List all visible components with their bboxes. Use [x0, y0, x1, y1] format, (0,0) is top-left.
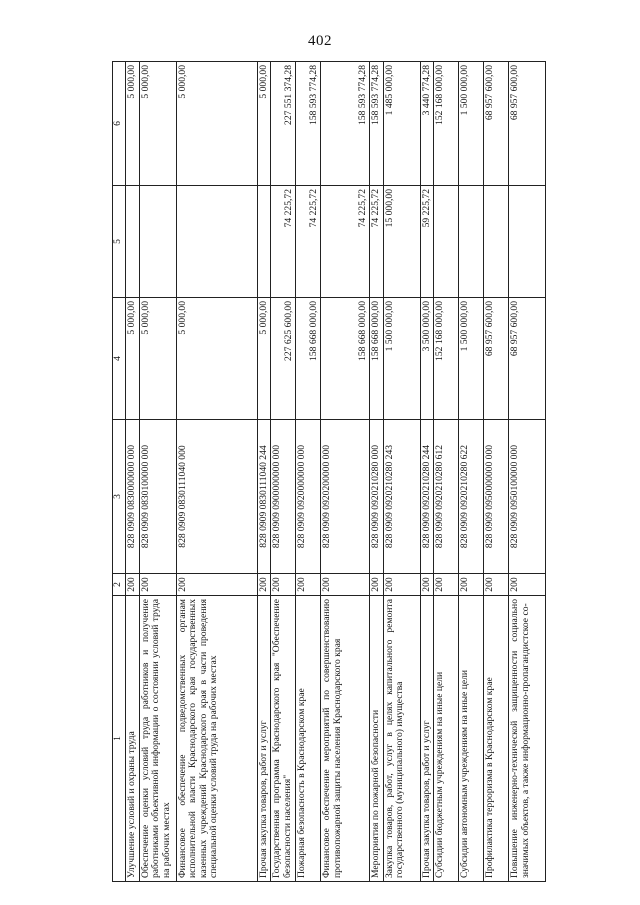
row-col6: 227 551 374,28 — [271, 62, 296, 186]
row-admin: 200 — [176, 574, 257, 596]
row-admin: 200 — [296, 574, 321, 596]
row-col4: 152 168 000,00 — [434, 298, 459, 420]
row-col6: 5 000,00 — [126, 62, 140, 186]
row-code: 828 0909 0920000000 000 — [296, 420, 321, 574]
row-code: 828 0909 0830111040 000 — [176, 420, 257, 574]
row-code: 828 0909 0830111040 244 — [257, 420, 271, 574]
row-admin: 200 — [139, 574, 176, 596]
row-col4: 5 000,00 — [176, 298, 257, 420]
row-col4: 1 500 000,00 — [383, 298, 420, 420]
row-col6: 158 593 774,28 — [321, 62, 370, 186]
row-admin: 200 — [126, 574, 140, 596]
row-col4: 227 625 600,00 — [271, 298, 296, 420]
table-row — [271, 62, 296, 882]
row-code: 828 0909 0830000000 000 — [126, 420, 140, 574]
row-admin: 200 — [383, 574, 420, 596]
row-col5 — [484, 186, 509, 298]
row-name: Пожарная безопасность в Краснодарском крае — [296, 596, 321, 882]
page-number: 402 — [308, 33, 332, 49]
table-row — [296, 62, 321, 882]
row-col5 — [509, 186, 546, 298]
row-col6: 5 000,00 — [176, 62, 257, 186]
table-row — [257, 62, 271, 882]
row-col6: 5 000,00 — [139, 62, 176, 186]
row-admin: 200 — [459, 574, 484, 596]
table-row — [509, 62, 546, 882]
header-col-2: 2 — [113, 574, 126, 596]
row-col6: 5 000,00 — [257, 62, 271, 186]
row-col6: 152 168 000,00 — [434, 62, 459, 186]
row-code: 828 0909 0950100000 000 — [509, 420, 546, 574]
row-col5 — [139, 186, 176, 298]
row-name: Профилактика терроризма в Краснодарском крае — [484, 596, 509, 882]
row-code: 828 0909 0920210280 244 — [420, 420, 434, 574]
row-col4: 158 668 000,00 — [370, 298, 384, 420]
table-row — [434, 62, 459, 882]
row-name: Субсидии автономным учреждениям на иные цели — [459, 596, 484, 882]
row-col5 — [257, 186, 271, 298]
row-admin: 200 — [321, 574, 370, 596]
row-name: Закупка товаров, работ, услуг в целях капитального ремонта государственного (муниципального) имущества — [383, 596, 420, 882]
row-col4: 5 000,00 — [257, 298, 271, 420]
table-row — [126, 62, 140, 882]
row-admin: 200 — [257, 574, 271, 596]
rotated-table-region — [112, 62, 544, 882]
table-row — [321, 62, 370, 882]
row-col6: 1 485 000,00 — [383, 62, 420, 186]
row-col4: 158 668 000,00 — [296, 298, 321, 420]
row-col5: 74 225,72 — [370, 186, 384, 298]
row-col6: 68 957 600,00 — [484, 62, 509, 186]
table-row — [139, 62, 176, 882]
row-col5: 59 225,72 — [420, 186, 434, 298]
row-col6: 3 440 774,28 — [420, 62, 434, 186]
row-name: Улучшение условий и охраны труда — [126, 596, 140, 882]
row-name: Субсидии бюджетным учреждениям на иные цели — [434, 596, 459, 882]
row-code: 828 0909 0950000000 000 — [484, 420, 509, 574]
row-code: 828 0909 0920210280 000 — [370, 420, 384, 574]
budget-table — [112, 61, 546, 882]
row-admin: 200 — [271, 574, 296, 596]
row-col4: 158 668 000,00 — [321, 298, 370, 420]
row-code: 828 0909 0830100000 000 — [139, 420, 176, 574]
row-code: 828 0909 0920210280 612 — [434, 420, 459, 574]
row-col5: 15 000,00 — [383, 186, 420, 298]
row-col5 — [434, 186, 459, 298]
row-name: Прочая закупка товаров, работ и услуг — [257, 596, 271, 882]
row-name: Финансовое обеспечение мероприятий по совершенствованию противопожарной защиты населения Краснодарского края — [321, 596, 370, 882]
row-name: Обеспечение оценки условий труда работников и получение работниками объективной информации о состоянии условий труда на рабочих местах — [139, 596, 176, 882]
row-col4: 68 957 600,00 — [509, 298, 546, 420]
row-name: Повышение инженерно-технической защищенности социально значимых объектов, а также информационно-пропагандистское со- — [509, 596, 546, 882]
row-admin: 200 — [420, 574, 434, 596]
row-col6: 68 957 600,00 — [509, 62, 546, 186]
row-col5 — [459, 186, 484, 298]
row-admin: 200 — [370, 574, 384, 596]
table-row — [370, 62, 384, 882]
table-row — [484, 62, 509, 882]
row-code: 828 0909 0920210280 243 — [383, 420, 420, 574]
row-name: Государственная программа Краснодарского края "Обеспечение безопасности населения" — [271, 596, 296, 882]
row-col5: 74 225,72 — [296, 186, 321, 298]
row-col6: 158 593 774,28 — [296, 62, 321, 186]
table-header-row — [113, 62, 126, 882]
table-row — [459, 62, 484, 882]
header-col-1: 1 — [113, 596, 126, 882]
row-col5: 74 225,72 — [321, 186, 370, 298]
header-col-5: 5 — [113, 186, 126, 298]
row-col5 — [176, 186, 257, 298]
header-col-3: 3 — [113, 420, 126, 574]
row-col5 — [126, 186, 140, 298]
row-code: 828 0909 0920200000 000 — [321, 420, 370, 574]
row-name: Финансовое обеспечение подведомственных органам исполнительной власти Краснодарского края государственных казенных учреждений Краснодарского края в части проведения специальной оценки условий труда на рабочих местах — [176, 596, 257, 882]
table-row — [176, 62, 257, 882]
row-col6: 158 593 774,28 — [370, 62, 384, 186]
row-col4: 5 000,00 — [126, 298, 140, 420]
header-col-6: 6 — [113, 62, 126, 186]
table-row — [383, 62, 420, 882]
row-col4: 5 000,00 — [139, 298, 176, 420]
row-col4: 3 500 000,00 — [420, 298, 434, 420]
row-name: Прочая закупка товаров, работ и услуг — [420, 596, 434, 882]
row-code: 828 0909 0920210280 622 — [459, 420, 484, 574]
header-col-4: 4 — [113, 298, 126, 420]
table-row — [420, 62, 434, 882]
row-col6: 1 500 000,00 — [459, 62, 484, 186]
row-col5: 74 225,72 — [271, 186, 296, 298]
row-name: Мероприятия по пожарной безопасности — [370, 596, 384, 882]
row-col4: 68 957 600,00 — [484, 298, 509, 420]
row-admin: 200 — [484, 574, 509, 596]
row-admin: 200 — [509, 574, 546, 596]
row-col4: 1 500 000,00 — [459, 298, 484, 420]
row-admin: 200 — [434, 574, 459, 596]
row-code: 828 0909 0900000000 000 — [271, 420, 296, 574]
rotated-table-inner — [112, 62, 544, 882]
